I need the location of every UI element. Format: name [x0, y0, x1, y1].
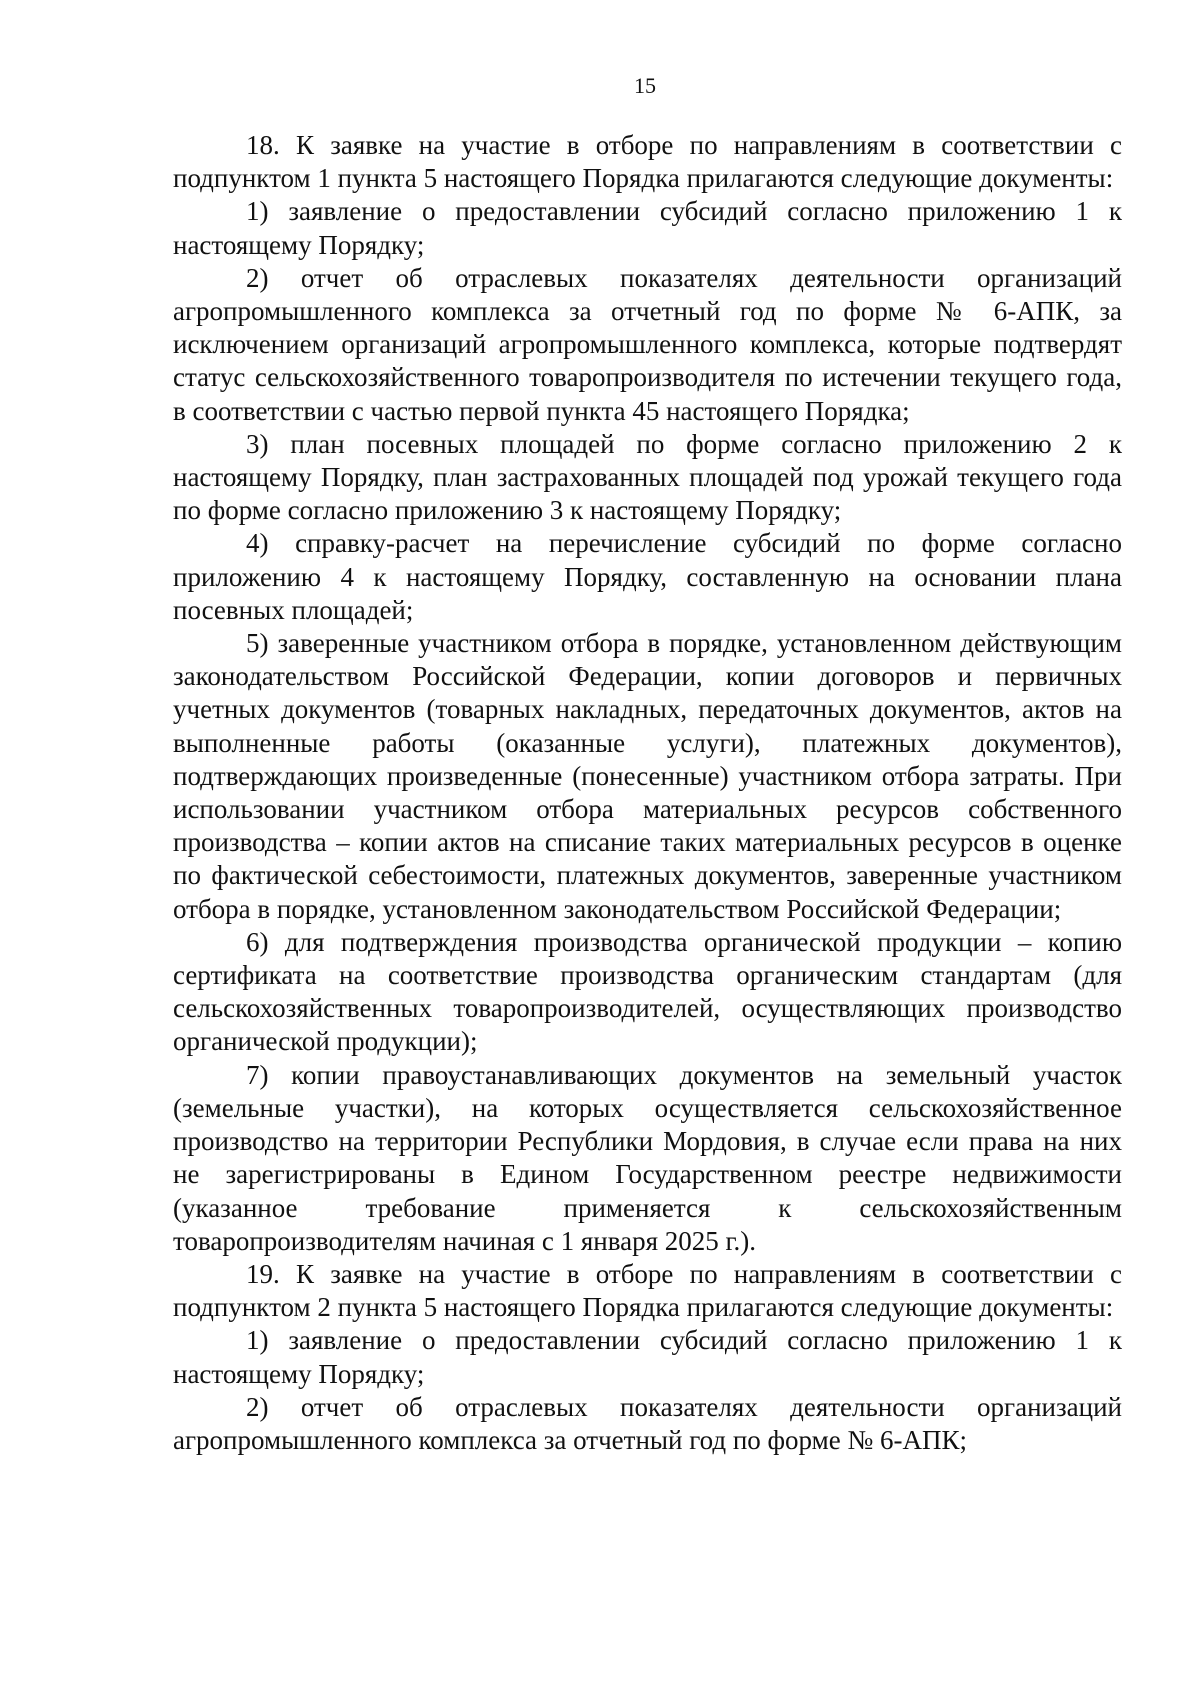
paragraph-18-item-4: 4) справку-расчет на перечисление субсидий по форме согласно приложению 4 к настоящему Порядку, составленную на основании плана посевных площадей;: [173, 528, 1122, 625]
paragraph-19-item-1: 1) заявление о предоставлении субсидий согласно приложению 1 к настоящему Порядку;: [173, 1325, 1122, 1389]
paragraph-18-item-2: 2) отчет об отраслевых показателях деятельности организаций агропромышленного комплекса за отчетный год по форме № 6-АПК, за исключением организаций агропромышленного комплекса, которые подтвердят статус сельскохозяйственного товаропроизводителя по истечении текущего года, в соответствии с частью первой пункта 45 настоящего Порядка;: [173, 262, 1122, 426]
document-body: [173, 129, 1122, 1457]
paragraph-19: 19. К заявке на участие в отборе по направлениям в соответствии с подпунктом 2 пункта 5 настоящего Порядка прилагаются следующие документы:: [173, 1258, 1122, 1323]
paragraph-18-item-6: 6) для подтверждения производства органической продукции – копию сертификата на соответствие производства органическим стандартам (для сельскохозяйственных товаропроизводителей, осуществляющих производство органической продукции);: [173, 926, 1122, 1057]
paragraph-18-item-3: 3) план посевных площадей по форме согласно приложению 2 к настоящему Порядку, план застрахованных площадей под урожай текущего года по форме согласно приложению 3 к настоящему Порядку;: [173, 428, 1122, 526]
paragraph-19-item-2: 2) отчет об отраслевых показателях деятельности организаций агропромышленного комплекса за отчетный год по форме № 6-АПК;: [173, 1391, 1122, 1455]
paragraph-18-item-7: 7) копии правоустанавливающих документов на земельный участок (земельные участки), на которых осуществляется сельскохозяйственное производство на территории Республики Мордовия, в случае если права на них не зарегистрированы в Едином Государственном реестре недвижимости (указанное требование применяется к сельскохозяйственным товаропроизводителям начиная с 1 января 2025 г.).: [173, 1059, 1122, 1256]
paragraph-18: 18. К заявке на участие в отборе по направлениям в соответствии с подпунктом 1 пункта 5 настоящего Порядка прилагаются следующие документы:: [173, 130, 1122, 194]
paragraph-18-item-1: 1) заявление о предоставлении субсидий согласно приложению 1 к настоящему Порядку;: [173, 196, 1122, 260]
paragraph-18-item-5: 5) заверенные участником отбора в порядке, установленном действующим законодательством Российской Федерации, копии договоров и первичных учетных документов (товарных накладных, передаточных документов, актов на выполненные работы (оказанные услуги), платежных документов), подтверждающих произведенные (понесенные) участником отбора затраты. При использовании участником отбора материальных ресурсов собственного производства – копии актов на списание таких материальных ресурсов в оценке по фактической себестоимости, платежных документов, заверенные участником отбора в порядке, установленном законодательством Российской Федерации;: [173, 628, 1122, 924]
page-number: 15: [634, 73, 656, 98]
